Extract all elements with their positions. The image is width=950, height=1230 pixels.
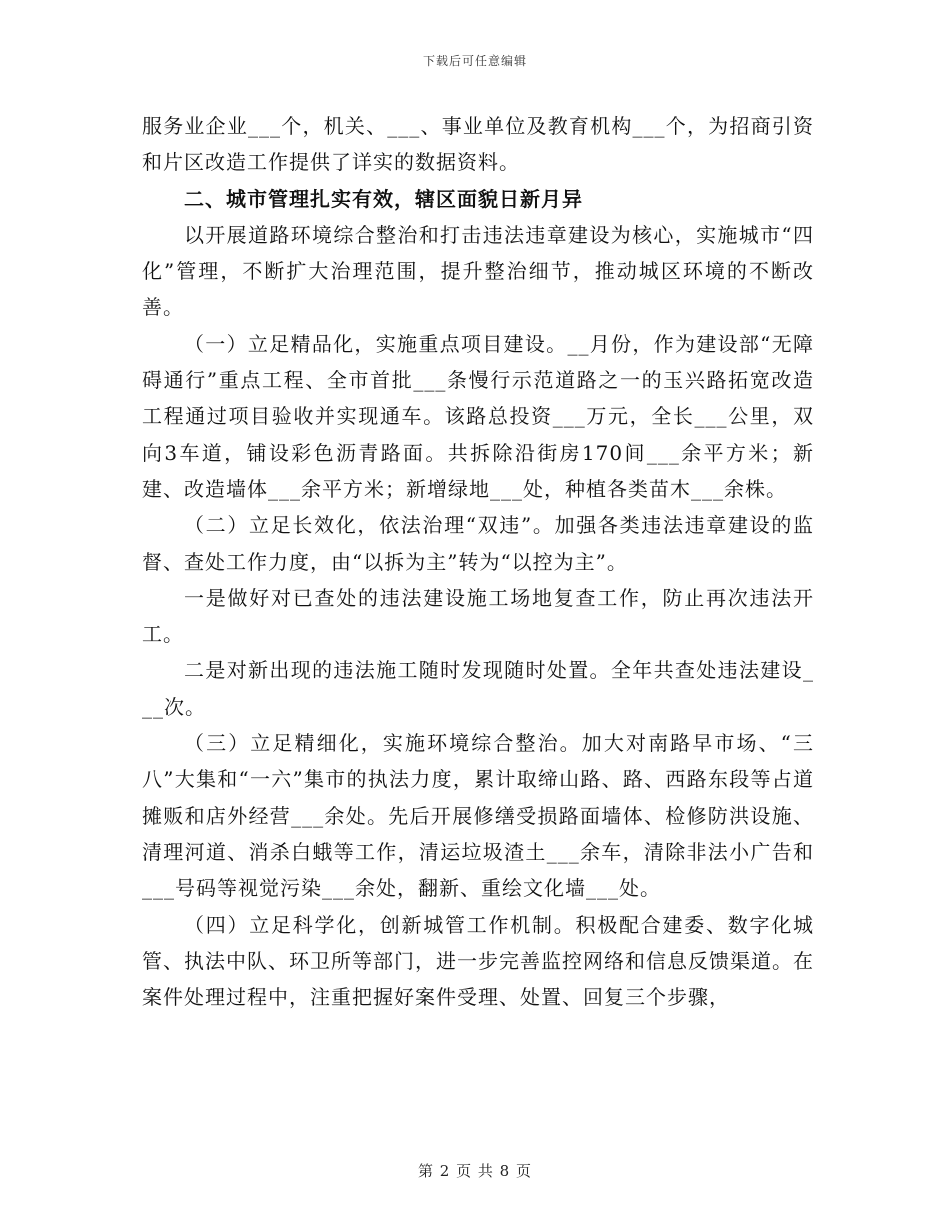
paragraph-section-intro: 以开展道路环境综合整治和打击违法违章建设为核心，实施城市“四化”管理，不断扩大治理范围，提升整治细节，推动城区环境的不断改善。 <box>142 222 814 320</box>
paragraph-new-violations: 二是对新出现的违法施工随时发现随时处置。全年共查处违法建设___次。 <box>142 658 814 719</box>
paragraph-recheck-sites: 一是做好对已查处的违法建设施工场地复查工作，防止再次违法开工。 <box>142 585 814 647</box>
document-body <box>142 108 814 1015</box>
page-header: 下载后可任意编辑 <box>422 54 527 68</box>
paragraph-working-mechanism: （四）立足科学化，创新城管工作机制。积极配合建委、数字化城管、执法中队、环卫所等部门，进一步完善监控网络和信息反馈渠道。在案件处理过程中，注重把握好案件受理、处置、回复三个步骤， <box>142 912 814 1010</box>
paragraph-enterprises-count: 服务业企业___个，机关、___、事业单位及教育机构___个，为招商引资和片区改造工作提供了详实的数据资料。 <box>142 114 814 175</box>
paragraph-illegal-construction: （二）立足长效化，依法治理“双违”。加强各类违法违章建设的监督、查处工作力度，由“以拆为主”转为“以控为主”。 <box>142 513 814 574</box>
page-number-footer: 第 2 页 共 8 页 <box>418 1162 532 1180</box>
section-heading-city-management: 二、城市管理扎实有效，辖区面貌日新月异 <box>184 186 583 211</box>
paragraph-key-project: （一）立足精品化，实施重点项目建设。__月份，作为建设部“无障碍通行”重点工程、全市首批___条慢行示范道路之一的玉兴路拓宽改造工程通过项目验收并实现通车。该路总投资___万元，全长___公里，双向3车道，铺设彩色沥青路面。共拆除沿街房170间___余平方米；新建、改造墙体___余平方米；新增绿地___处，种植各类苗木___余株。 <box>142 331 814 501</box>
paragraph-environment-rectification: （三）立足精细化，实施环境综合整治。加大对南路早市场、“三八”大集和“一六”集市的执法力度，累计取缔山路、路、西路东段等占道摊贩和店外经营___余处。先后开展修缮受损路面墙体、检修防洪设施、清理河道、消杀白蛾等工作，清运垃圾渣土___余车，清除非法小广告和___号码等视觉污染___余处，翻新、重绘文化墙___处。 <box>142 731 814 901</box>
